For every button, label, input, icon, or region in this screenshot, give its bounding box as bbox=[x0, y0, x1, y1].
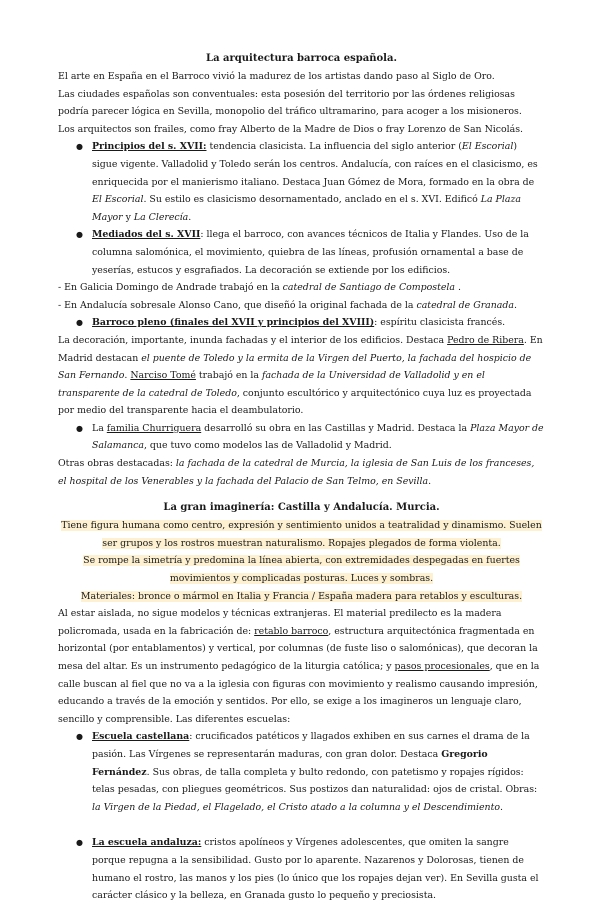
bullet-heading: Barroco pleno (finales del XVII y principios del XVIII) bbox=[92, 317, 375, 329]
bullet-escuela-castellana bbox=[58, 728, 545, 816]
bullet-mediados-xvii bbox=[58, 226, 545, 279]
text-run: , que en la calle buscan al fiel que no va a la iglesia con figuras con movimiento y realismo causando impresión, educando a través de la emoción y sentidos. Por ello, se exige a los imagineros un lenguaje claro, sencillo y comprensible. Las diferentes escuelas: bbox=[58, 661, 540, 725]
italic-run: La Plaza Mayor bbox=[92, 194, 521, 223]
dash-item-galicia bbox=[58, 279, 545, 297]
italic-run: la fachada de la catedral de Murcia, la iglesia de San Luis de los franceses, el hospital de los Venerables y la fachada del Palacio de San Telmo, en Sevilla bbox=[58, 458, 535, 487]
italic-run: catedral de Granada bbox=[416, 299, 514, 311]
bullet-barroco-pleno bbox=[58, 314, 545, 332]
intro-paragraph-3: Los arquitectos son frailes, como fray Alberto de la Madre de Dios o fray Lorenzo de San Nicolás. bbox=[58, 123, 524, 135]
underline-run: Narciso Tomé bbox=[130, 370, 196, 382]
highlight-run: Materiales: bronce o mármol en Italia y Francia / España madera para retablos y esculturas. bbox=[80, 590, 523, 602]
underline-run: familia Churriguera bbox=[106, 422, 202, 434]
highlight-run: Se rompe la simetría y predomina la línea abierta, con extremidades despegadas en fuertes movimientos y complicadas posturas. Luces y sombras. bbox=[83, 555, 520, 585]
italic-run: fachada de la Universidad de Valladolid y en el transparente de la catedral de Toledo bbox=[58, 370, 485, 399]
centered-highlight-1 bbox=[58, 517, 545, 552]
paragraph-spacer bbox=[58, 816, 545, 834]
text-run: . bbox=[500, 801, 503, 813]
italic-run: el puente de Toledo y la ermita de la Virgen del Puerto, la fachada del hospicio de San Fernando bbox=[58, 352, 532, 382]
text-run: ) sigue vigente. Valladolid y Toledo serán los centros. Andalucía, con raíces en el clasicismo, es enriquecida por el manierismo italiano. Destaca Juan Gómez de Mora, formado en la obra de bbox=[92, 141, 538, 188]
text-run: - En Andalucía sobresale Alonso Cano, que diseñó la original fachada de la bbox=[58, 299, 417, 311]
text-run: Al estar aislada, no sigue modelos y técnicas extranjeras. El material predilecto es la madera policromada, usada en la fabricación de: bbox=[58, 608, 502, 637]
section-spacer bbox=[58, 490, 545, 499]
text-run: tendencia clasicista. La influencia del siglo anterior ( bbox=[206, 141, 462, 153]
bullet-heading: Mediados del s. XVII bbox=[92, 229, 201, 241]
text-run: . Sus obras, de talla completa y bulto redondo, con patetismo y ropajes rígidos: telas pesadas, con pliegues geométricos. Sus postizos dan naturalidad: ojos de cristal. Obras: bbox=[92, 766, 538, 796]
document-page bbox=[58, 50, 545, 905]
section-title-arquitectura: La arquitectura barroca española. bbox=[206, 53, 397, 64]
text-run: , conjunto escultórico y arquitectónico cuya luz es proyectada por medio del transparente hacia el deambulatorio. bbox=[58, 387, 532, 417]
text-run: . bbox=[124, 370, 131, 382]
text-run: - En Galicia Domingo de Andrade trabajó en la bbox=[58, 282, 283, 294]
text-run: Otras obras destacadas: bbox=[58, 458, 176, 470]
dash-item-andalucia bbox=[58, 297, 545, 315]
text-run: : espíritu clasicista francés. bbox=[374, 317, 506, 329]
text-run: . bbox=[513, 299, 517, 311]
intro-paragraph-2: Las ciudades españolas son conventuales: esta posesión del territorio por las órdenes religiosas podría parecer lógica en Sevilla, monopolio del tráfico ultramarino, para acoger a los misioneros. bbox=[58, 88, 522, 118]
text-run: trabajó en la bbox=[195, 370, 262, 382]
italic-run: La Clerecía bbox=[133, 211, 189, 223]
text-run: : crucificados patéticos y llagados exhiben en sus carnes el drama de la pasión. Las Vírgenes se representarán maduras, con gran dolor. Destaca bbox=[92, 731, 530, 760]
bullet-principios-xvii bbox=[58, 138, 545, 226]
bullet-heading: Escuela castellana bbox=[92, 731, 190, 743]
bullet-heading: La escuela andaluza: bbox=[92, 837, 202, 849]
text-run: desarrolló su obra en las Castillas y Madrid. Destaca la bbox=[201, 422, 471, 434]
intro-paragraph-1: El arte en España en el Barroco vivió la madurez de los artistas dando paso al Siglo de Oro. bbox=[58, 71, 495, 82]
italic-run: catedral de Santiago de Compostela bbox=[282, 282, 456, 294]
bold-run: Gregorio Fernández bbox=[92, 748, 488, 778]
text-run: . Su estilo es clasicismo desornamentado, anclado en el s. XVI. Edificó bbox=[143, 194, 481, 206]
italic-run: Plaza Mayor de Salamanca bbox=[92, 422, 544, 452]
text-run: : llega el barroco, con avances técnicos de Italia y Flandes. Uso de la columna salomónica, el movimiento, quiebra de las líneas, profusión ornamental a base de yeserías, estucos y esgrafiados. La decoración se extiende por los edificios. bbox=[92, 229, 529, 276]
text-run: . bbox=[428, 475, 432, 487]
text-run: y bbox=[122, 211, 134, 223]
underline-run: pasos procesionales bbox=[394, 661, 490, 672]
centered-highlight-3 bbox=[58, 588, 545, 606]
italic-run: El Escorial bbox=[461, 141, 514, 153]
section-title-imagineria: La gran imaginería: Castilla y Andalucía. Murcia. bbox=[163, 502, 440, 514]
italic-run: El Escorial bbox=[92, 194, 144, 206]
bullet-escuela-andaluza bbox=[58, 834, 545, 904]
text-run: . bbox=[455, 282, 461, 294]
bullet-heading: Principios del s. XVII: bbox=[92, 141, 207, 153]
paragraph-madera-policromada bbox=[58, 605, 545, 728]
underline-run: retablo barroco bbox=[254, 625, 329, 637]
paragraph-otras-obras bbox=[58, 455, 545, 490]
highlight-run: Tiene figura humana como centro, expresión y sentimiento unidos a teatralidad y dinamismo. Suelen ser grupos y los rostros muestran naturalismo. Ropajes plegados de forma violenta. bbox=[61, 520, 542, 549]
text-run: , estructura arquitectónica fragmentada en horizontal (por entablamentos) y vertical, por columnas (de fuste liso o salomónicas), que decoran la mesa del altar. Es un instrumento pedagógico de la liturgia católica; y bbox=[58, 625, 538, 672]
text-run: La decoración, importante, inunda fachadas y el interior de los edificios. Destaca bbox=[58, 334, 448, 346]
underline-run: Pedro de Ribera bbox=[447, 334, 524, 346]
bullet-churriguera bbox=[58, 420, 545, 455]
text-run: La bbox=[92, 422, 107, 434]
text-run: . bbox=[188, 211, 192, 223]
centered-highlight-2 bbox=[58, 552, 545, 587]
paragraph-decoracion bbox=[58, 332, 545, 420]
text-run: , que tuvo como modelos las de Valladolid y Madrid. bbox=[143, 440, 392, 452]
text-run: . En Madrid destacan bbox=[58, 334, 543, 364]
text-run: cristos apolíneos y Vírgenes adolescentes, que omiten la sangre porque repugna a la sensibilidad. Gusto por lo aparente. Nazarenos y Dolorosas, tienen de humano el rostro, las manos y los pies (lo único que los ropajes dejan ver). En Sevilla gusta el carácter clásico y la belleza, en Granada gusto lo pequeño y preciosista. bbox=[92, 837, 539, 902]
italic-run: la Virgen de la Piedad, el Flagelado, el Cristo atado a la columna y el Descendimiento bbox=[92, 801, 501, 813]
